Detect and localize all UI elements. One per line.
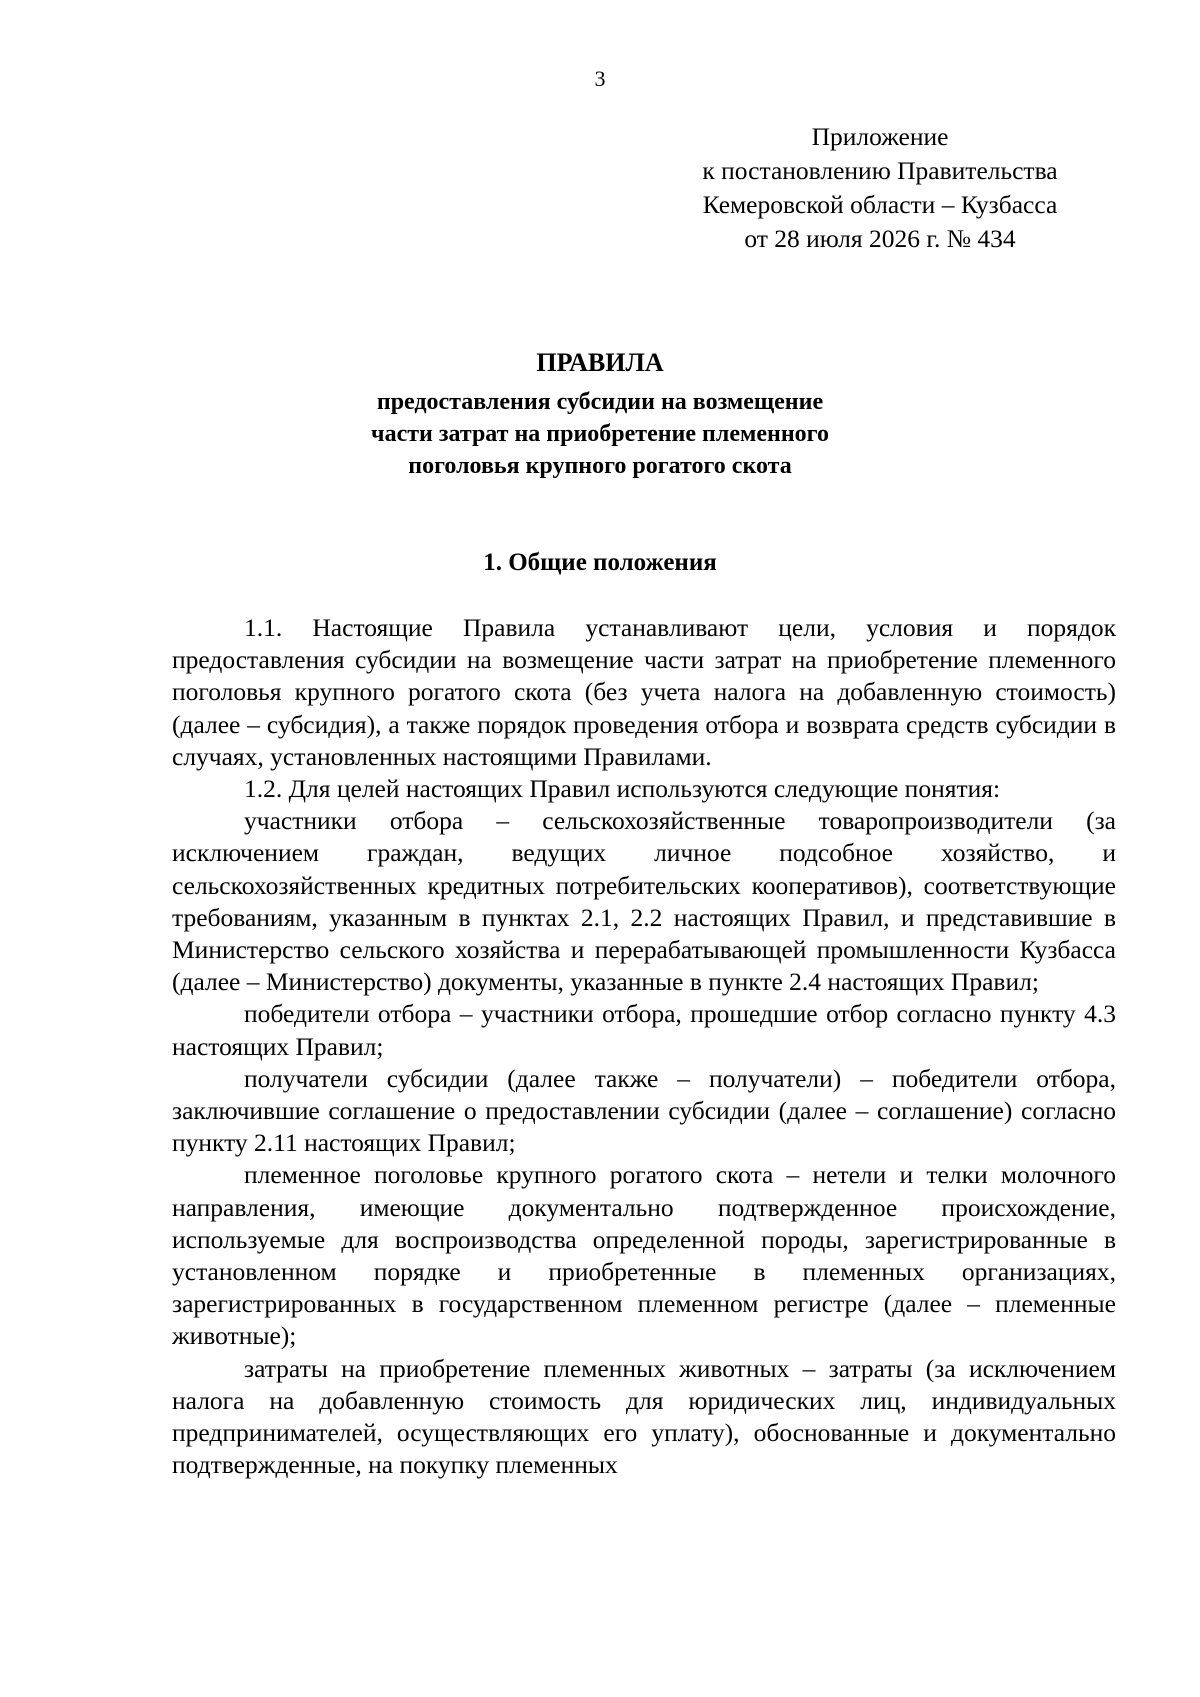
paragraph-1-2: 1.2. Для целей настоящих Правил используются следующие понятия:	[244, 774, 1001, 804]
appendix-block	[640, 120, 1120, 256]
definition-recipients: получатели субсидии (далее также – получатели) – победители отбора, заключившие соглашение о предоставлении субсидии (далее – соглашение) согласно пункту 2.11 настоящих Правил;	[172, 1063, 1116, 1158]
document-subtitle-line-1: предоставления субсидии на возмещение	[376, 389, 824, 415]
appendix-line-3: Кемеровской области – Кузбасса	[702, 190, 1058, 219]
appendix-line-4: от 28 июля 2026 г. № 434	[744, 224, 1016, 253]
appendix-line-1: Приложение	[811, 122, 949, 151]
document-subtitle-line-3: поголовья крупного рогатого скота	[408, 453, 792, 479]
document-title: ПРАВИЛА	[536, 348, 664, 377]
paragraph-1-1: 1.1. Настоящие Правила устанавливают цели, условия и порядок предоставления субсидии на возмещение части затрат на приобретение племенного поголовья крупного рогатого скота (без учета налога на добавленную стоимость) (далее – субсидия), а также порядок проведения отбора и возврата средств субсидии в случаях, установленных настоящими Правилами.	[172, 613, 1116, 771]
section-heading: 1. Общие положения	[483, 549, 717, 576]
document-subtitle-line-2: части затрат на приобретение племенного	[371, 421, 829, 447]
page-number: 3	[594, 66, 606, 91]
appendix-line-2: к постановлению Правительства	[702, 156, 1058, 185]
definition-breeding-livestock: племенное поголовье крупного рогатого скота – нетели и телки молочного направления, имеющие документально подтвержденное происхождение, используемые для воспроизводства определенной породы, зарегистрированные в установленном порядке и приобретенные в племенных организациях, зарегистрированных в государственном племенном регистре (далее – племенные животные);	[172, 1160, 1116, 1351]
definition-costs: затраты на приобретение племенных животных – затраты (за исключением налога на добавленную стоимость для юридических лиц, индивидуальных предпринимателей, осуществляющих его уплату), обоснованные и документально подтвержденные, на покупку племенных	[172, 1353, 1116, 1480]
document-title-block	[0, 346, 1200, 482]
definition-participants: участники отбора – сельскохозяйственные товаропроизводители (за исключением граждан, ведущих личное подсобное хозяйство, и сельскохозяйственных кредитных потребительских кооперативов), соответствующие требованиям, указанным в пунктах 2.1, 2.2 настоящих Правил, и представившие в Министерство сельского хозяйства и перерабатывающей промышленности Кузбасса (далее – Министерство) документы, указанные в пункте 2.4 настоящих Правил;	[172, 806, 1116, 997]
definition-winners: победители отбора – участники отбора, прошедшие отбор согласно пункту 4.3 настоящих Правил;	[172, 999, 1116, 1061]
section-body	[172, 612, 1116, 1481]
